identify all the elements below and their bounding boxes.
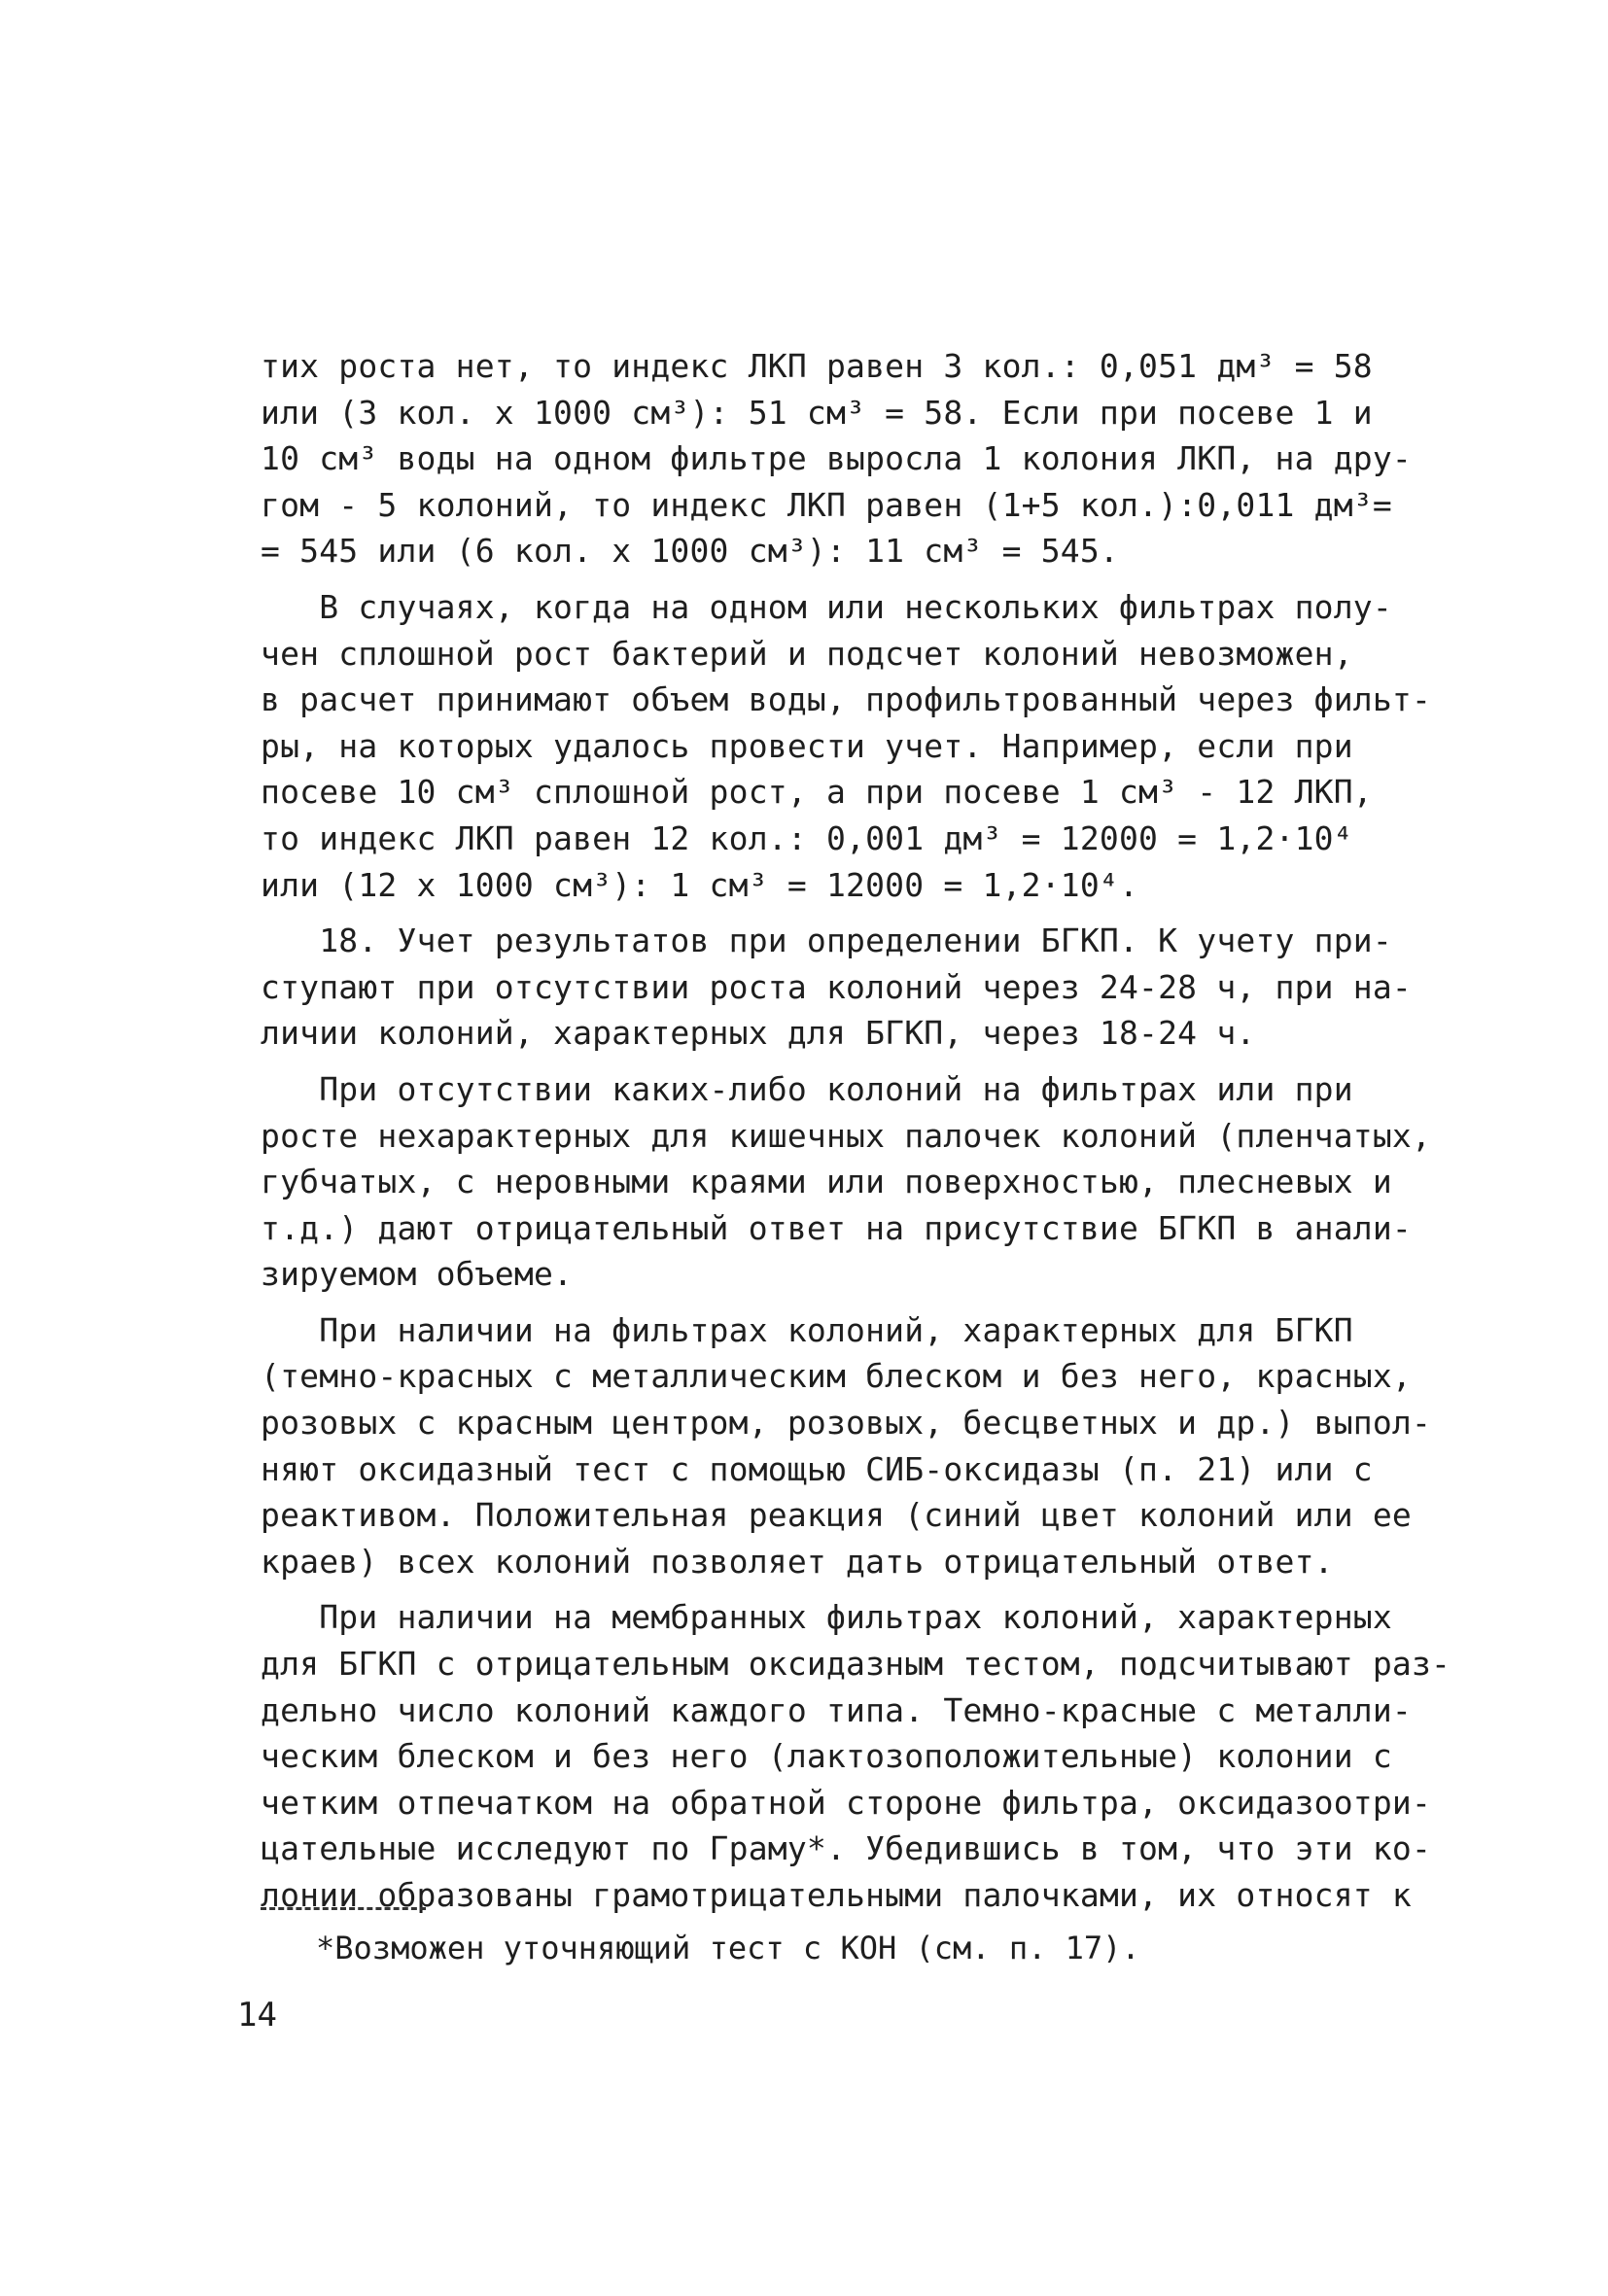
text-line: = 545 или (6 кол. x 1000 см³): 11 см³ = 545. <box>261 532 1119 571</box>
text-line: четким отпечатком на обратной стороне фильтра, оксидазоотри- <box>261 1783 1432 1822</box>
text-line: При наличии на фильтрах колоний, характерных для БГКП <box>261 1310 1353 1349</box>
text-line: В случаях, когда на одном или нескольких фильтрах полу- <box>261 587 1392 626</box>
text-line: реактивом. Положительная реакция (синий цвет колоний или ее <box>261 1496 1412 1535</box>
paragraph <box>261 1594 1451 1918</box>
text-line: чен сплошной рост бактерий и подсчет колоний невозможен, <box>261 634 1353 673</box>
paragraph-gap <box>261 574 1388 584</box>
footnote: *Возможен уточняющий тест с КОН (см. п. 17). <box>316 1930 1140 1966</box>
text-line: росте нехарактерных для кишечных палочек колоний (пленчатых, <box>261 1116 1432 1155</box>
paragraph-gap <box>261 1298 1388 1307</box>
paragraph <box>261 918 1412 1057</box>
text-line: гом - 5 колоний, то индекс ЛКП равен (1+5 кол.):0,011 дм³= <box>261 485 1392 524</box>
text-line: 10 см³ воды на одном фильтре выросла 1 колония ЛКП, на дру- <box>261 439 1412 478</box>
text-line: (темно-красных с металлическим блеском и без него, красных, <box>261 1357 1412 1396</box>
text-line: ступают при отсутствии роста колоний через 24-28 ч, при на- <box>261 967 1412 1006</box>
text-line: т.д.) дают отрицательный ответ на присутствие БГКП в анали- <box>261 1208 1412 1247</box>
paragraph-gap <box>261 1584 1388 1594</box>
footnote-rule <box>261 1907 426 1910</box>
paragraph <box>261 343 1412 574</box>
paragraph-gap <box>261 1057 1388 1066</box>
paragraph <box>261 1307 1432 1585</box>
text-line: краев) всех колоний позволяет дать отрицательный ответ. <box>261 1542 1334 1581</box>
text-line: то индекс ЛКП равен 12 кол.: 0,001 дм³ = 12000 = 1,2·10⁴ <box>261 818 1353 857</box>
text-line: ческим блеском и без него (лактозоположительные) колонии с <box>261 1737 1392 1776</box>
text-line: цательные исследуют по Граму*. Убедившись в том, что эти ко- <box>261 1829 1432 1868</box>
text-line: При отсутствии каких-либо колоний на фильтрах или при <box>261 1069 1353 1108</box>
text-line: посеве 10 см³ сплошной рост, а при посеве 1 см³ - 12 ЛКП, <box>261 773 1373 812</box>
text-line: зируемом объеме. <box>261 1255 574 1294</box>
text-line: 18. Учет результатов при определении БГКП. К учету при- <box>261 922 1392 960</box>
text-line: ры, на которых удалось провести учет. Например, если при <box>261 726 1353 765</box>
paragraph <box>261 584 1432 908</box>
text-line: в расчет принимают объем воды, профильтрованный через фильт- <box>261 680 1432 719</box>
text-line: тих роста нет, то индекс ЛКП равен 3 кол.: 0,051 дм³ = 58 <box>261 347 1373 385</box>
text-line: дельно число колоний каждого типа. Темно-красные с металли- <box>261 1690 1412 1729</box>
paragraph-gap <box>261 908 1388 918</box>
text-line: лонии образованы грамотрицательными палочками, их относят к <box>261 1876 1412 1914</box>
text-line: розовых с красным центром, розовых, бесцветных и др.) выпол- <box>261 1404 1432 1443</box>
body-text <box>261 343 1451 1919</box>
text-line: или (12 x 1000 см³): 1 см³ = 12000 = 1,2·10⁴. <box>261 865 1139 904</box>
text-line: личии колоний, характерных для БГКП, через 18-24 ч. <box>261 1014 1256 1053</box>
text-line: губчатых, с неровными краями или поверхностью, плесневых и <box>261 1163 1392 1201</box>
text-line: При наличии на мембранных фильтрах колоний, характерных <box>261 1598 1392 1637</box>
text-line: для БГКП с отрицательным оксидазным тестом, подсчитывают раз- <box>261 1645 1451 1684</box>
text-line: няют оксидазный тест с помощью СИБ-оксидазы (п. 21) или с <box>261 1449 1373 1488</box>
page-number: 14 <box>237 1996 277 2035</box>
text-line: или (3 кол. x 1000 см³): 51 см³ = 58. Если при посеве 1 и <box>261 393 1373 432</box>
paragraph <box>261 1066 1432 1298</box>
